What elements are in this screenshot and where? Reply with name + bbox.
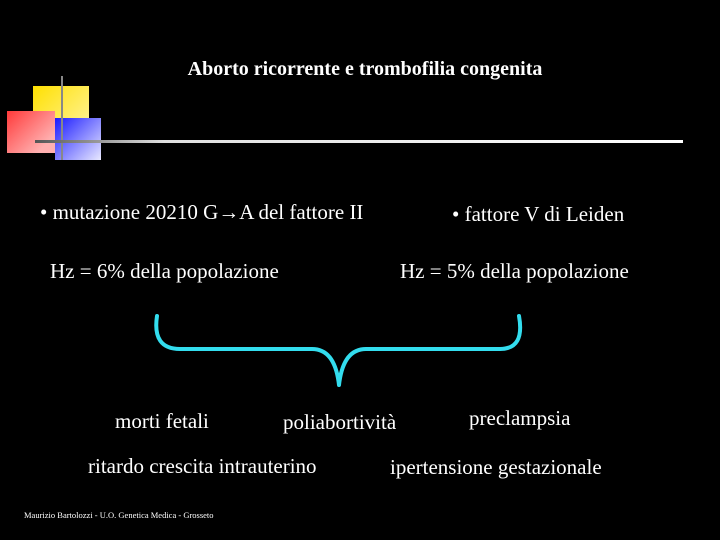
outcome-preclampsia: preclampsia <box>469 406 571 430</box>
arrow-icon: → <box>218 200 240 224</box>
outcome-ipertensione: ipertensione gestazionale <box>390 455 602 479</box>
slide-title: Aborto ricorrente e trombofilia congenita <box>187 58 543 80</box>
bullet-mutazione-suffix: A del fattore II <box>239 200 364 224</box>
outcome-morti-fetali: morti fetali <box>115 409 209 433</box>
frequency-right: Hz = 5% della popolazione <box>400 259 629 283</box>
frequency-left: Hz = 6% della popolazione <box>50 259 279 283</box>
bullet-mutazione-prefix: • mutazione 20210 G <box>40 200 219 224</box>
bullet-fattore-v: • fattore V di Leiden <box>452 202 625 226</box>
outcome-poliabortivita: poliabortività <box>283 410 397 434</box>
outcome-ritardo-crescita: ritardo crescita intrauterino <box>88 454 317 478</box>
footer-credit: Maurizio Bartolozzi - U.O. Genetica Medica - Grosseto <box>24 510 214 520</box>
brace-path <box>156 316 520 385</box>
